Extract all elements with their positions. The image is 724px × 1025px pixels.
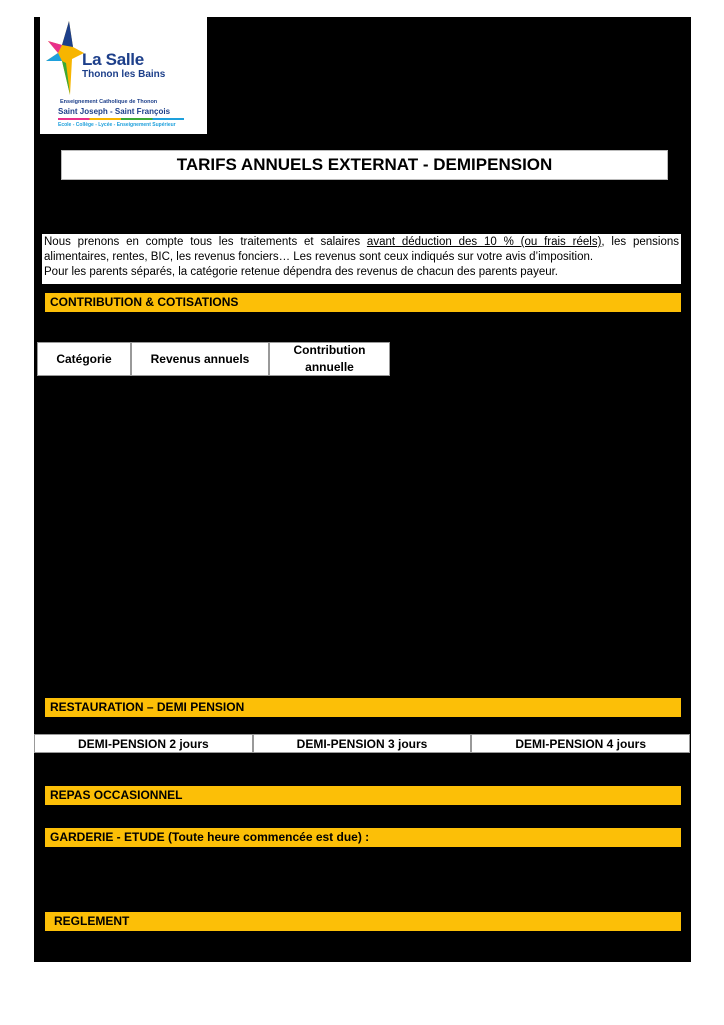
section-repas-header: REPAS OCCASIONNEL	[45, 786, 681, 805]
demi-pension-table-header	[34, 734, 690, 753]
page-title: TARIFS ANNUELS EXTERNAT - DEMIPENSION	[61, 150, 668, 180]
intro-underlined-text: avant déduction des 10 % (ou frais réels)	[366, 236, 602, 248]
column-header-dp-2-jours: DEMI-PENSION 2 jours	[34, 734, 253, 753]
logo-subtitle: Enseignement Catholique de Thonon	[60, 99, 158, 105]
intro-text: , les pensions	[601, 236, 679, 248]
logo-color-bar	[58, 118, 184, 120]
logo-name: La Salle	[82, 50, 144, 69]
contribution-table-header	[37, 342, 390, 376]
logo-school-names: Saint Joseph - Saint François	[58, 107, 171, 116]
column-header-categorie: Catégorie	[37, 342, 131, 376]
intro-line-2: alimentaires, rentes, BIC, les revenus fonciers… Les revenus sont ceux indiqués sur votre avis d’imposition.	[44, 251, 594, 263]
column-header-dp-3-jours: DEMI-PENSION 3 jours	[253, 734, 472, 753]
logo-levels: Ecole - Collège - Lycée - Enseignement Supérieur	[58, 122, 176, 128]
section-garderie-header: GARDERIE - ETUDE (Toute heure commencée est due) :	[45, 828, 681, 847]
school-logo	[40, 17, 207, 134]
section-contribution-header: CONTRIBUTION & COTISATIONS	[45, 293, 681, 312]
intro-text: Nous prenons en compte tous les traitements et salaires	[44, 236, 367, 248]
intro-paragraph	[42, 234, 681, 284]
section-restauration-header: RESTAURATION – DEMI PENSION	[45, 698, 681, 717]
logo-city: Thonon les Bains	[82, 69, 166, 80]
column-header-contribution: Contribution annuelle	[269, 342, 390, 376]
section-reglement-header: REGLEMENT	[45, 912, 681, 931]
intro-line-3: Pour les parents séparés, la catégorie retenue dépendra des revenus de chacun des parents payeur.	[44, 266, 559, 278]
column-header-revenus: Revenus annuels	[131, 342, 269, 376]
star-logo-icon	[44, 21, 84, 97]
column-header-dp-4-jours: DEMI-PENSION 4 jours	[471, 734, 690, 753]
